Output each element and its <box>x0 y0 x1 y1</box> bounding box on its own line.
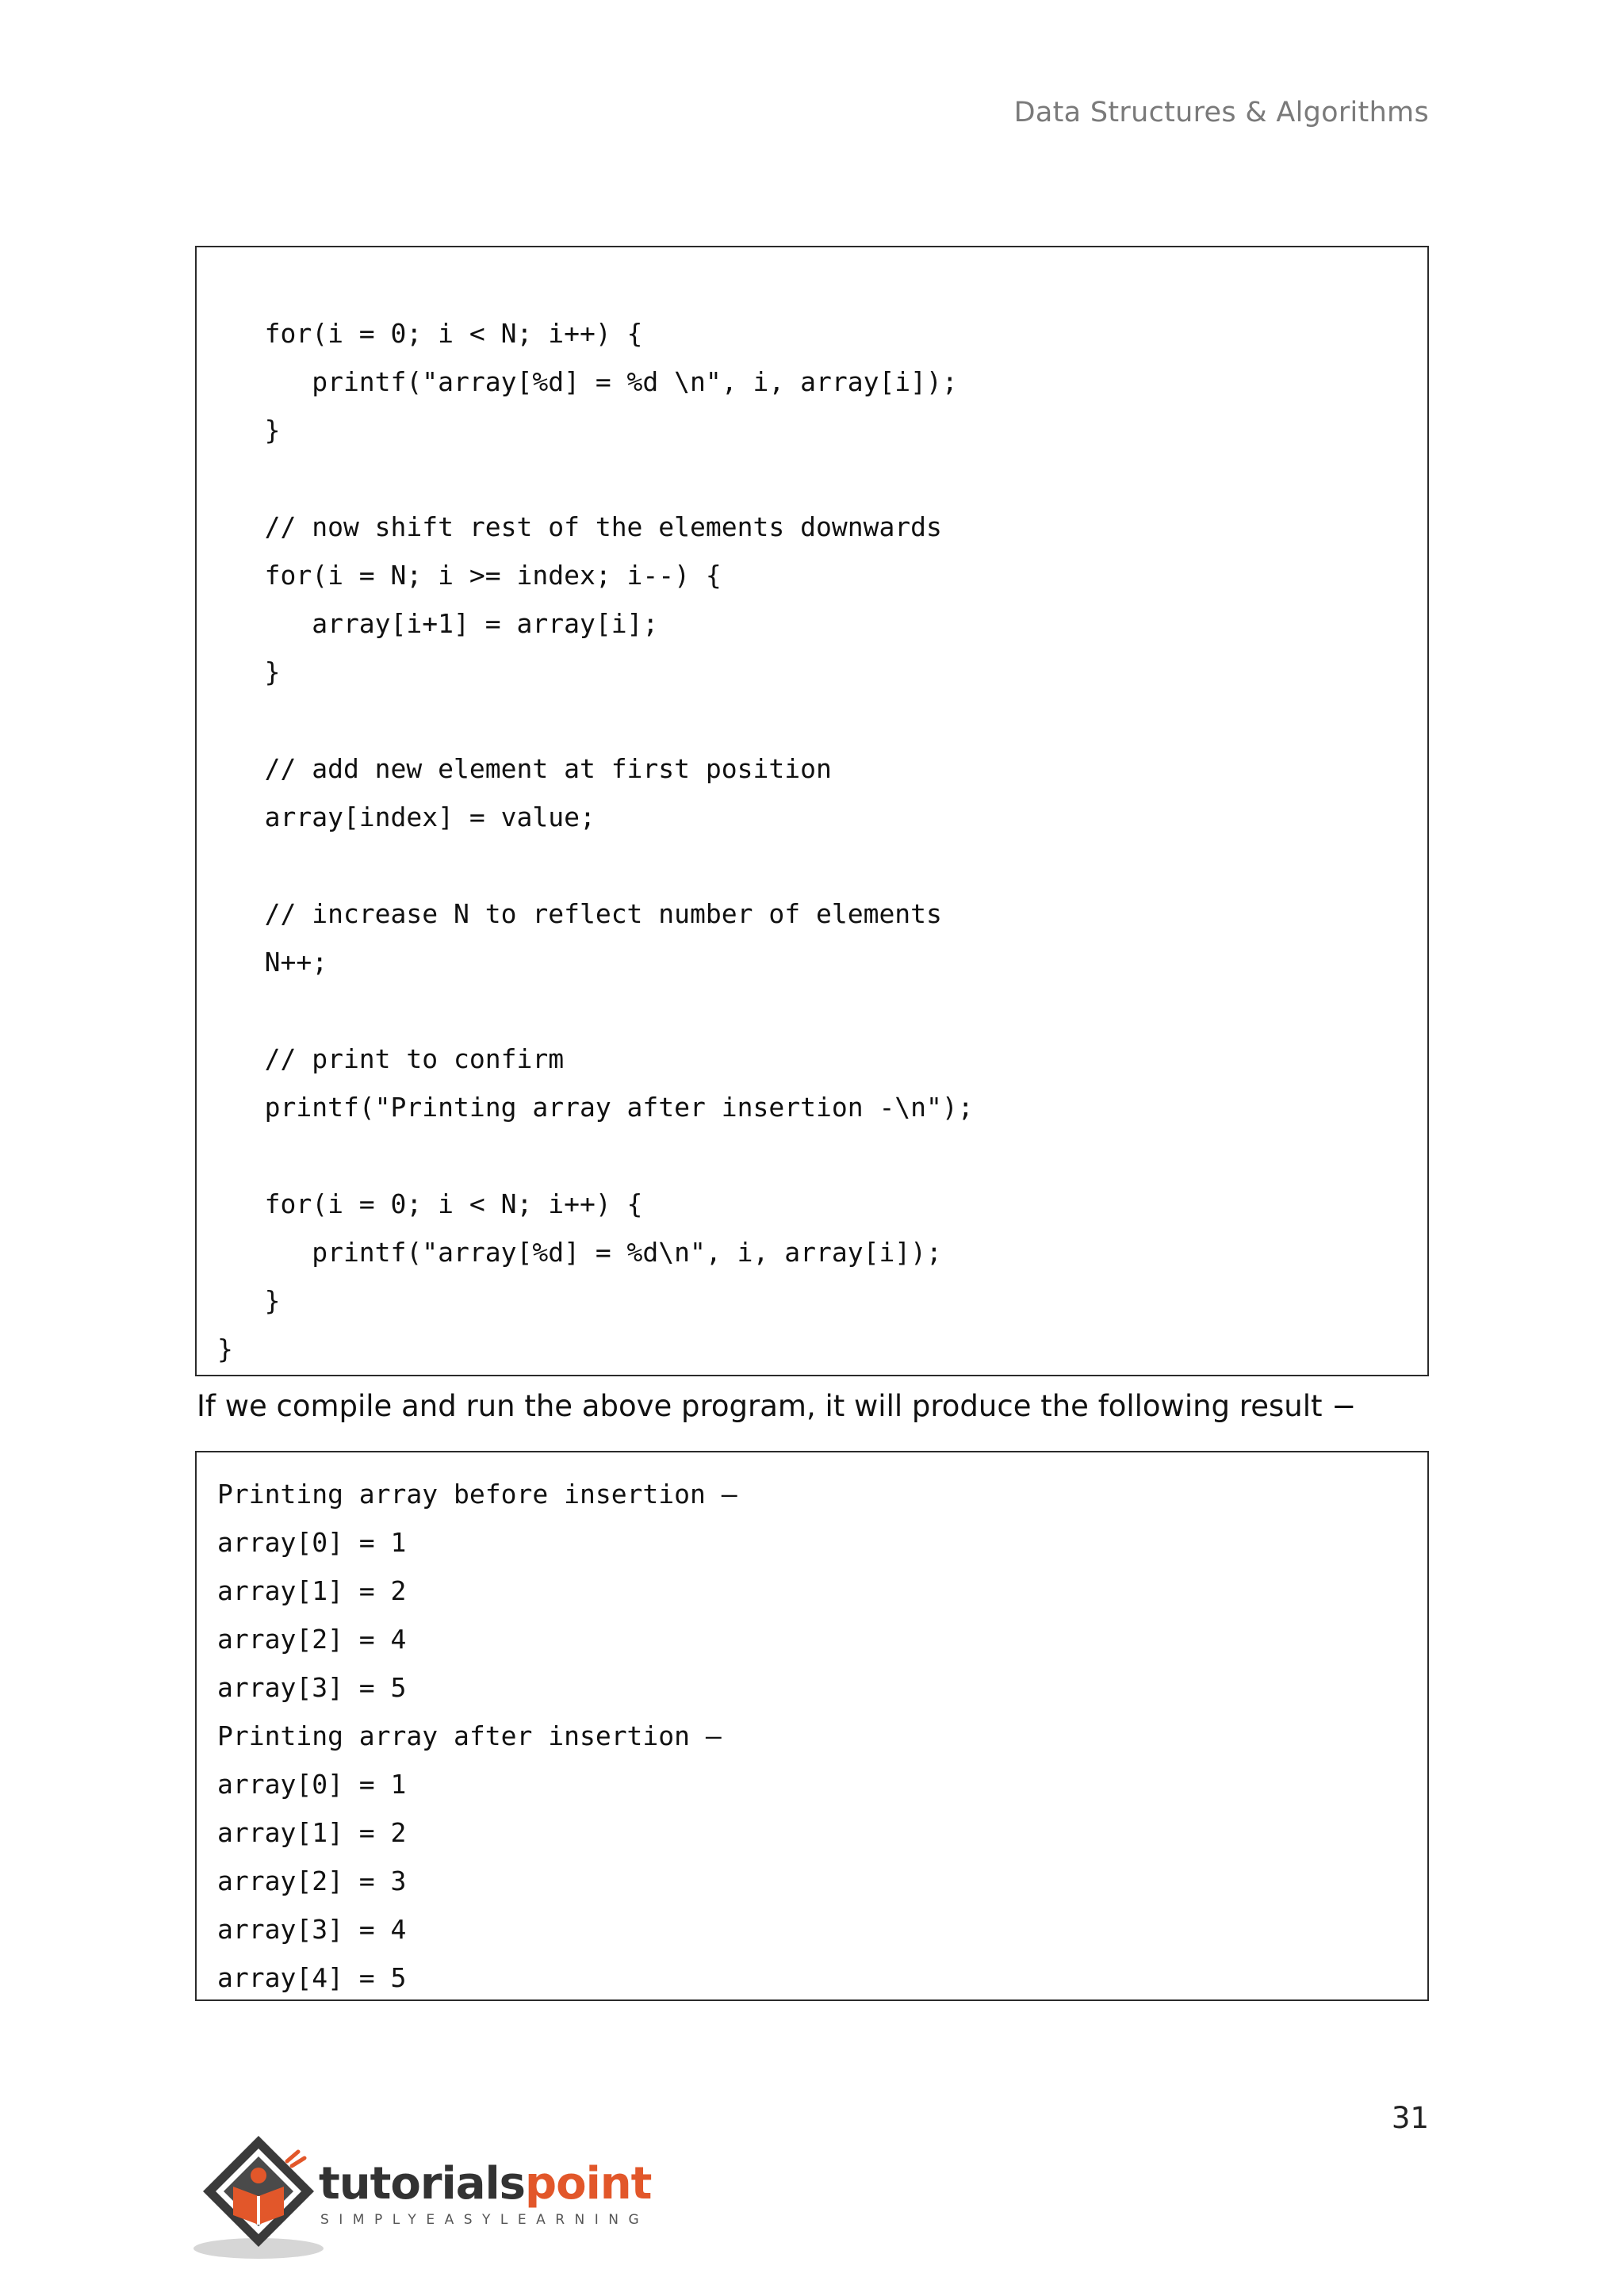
code-line: array[1] = 2 <box>217 1575 407 1606</box>
code-line: Printing array after insertion – <box>217 1720 722 1751</box>
code-line <box>217 986 1407 1035</box>
running-header: Data Structures & Algorithms <box>1013 97 1429 128</box>
code-line: printf("array[%d] = %d \n", i, array[i]); <box>217 366 958 397</box>
result-caption: If we compile and run the above program, it will produce the following result − <box>197 1389 1357 1423</box>
code-line <box>217 454 1407 503</box>
code-line: array[3] = 5 <box>217 1672 407 1703</box>
code-line: } <box>217 1285 281 1316</box>
code-line: array[3] = 4 <box>217 1914 407 1945</box>
page-number: 31 <box>1391 2101 1429 2135</box>
code-line: // now shift rest of the elements downwards <box>217 511 942 542</box>
logo-mark-icon <box>193 2130 328 2264</box>
code-line: array[index] = value; <box>217 802 596 832</box>
code-line: array[0] = 1 <box>217 1527 407 1558</box>
code-line: } <box>217 1334 233 1364</box>
code-line: // print to confirm <box>217 1043 565 1074</box>
code-line <box>217 1131 1407 1180</box>
code-line: // increase N to reflect number of elements <box>217 898 942 929</box>
code-line: Printing array before insertion – <box>217 1479 737 1510</box>
logo-word-tutorials: tutorials <box>319 2158 526 2210</box>
code-line: array[i+1] = array[i]; <box>217 608 659 639</box>
code-line: for(i = 0; i < N; i++) { <box>217 318 643 349</box>
code-line: array[0] = 1 <box>217 1769 407 1800</box>
logo-tagline: SIMPLYEASYLEARNING <box>320 2212 649 2228</box>
code-block <box>195 246 1429 1376</box>
code-line: } <box>217 415 281 446</box>
code-line: // add new element at first position <box>217 753 832 784</box>
code-line: } <box>217 656 281 687</box>
code-line <box>217 841 1407 890</box>
code-line <box>217 696 1407 744</box>
code-line: array[2] = 3 <box>217 1866 407 1896</box>
code-line: array[1] = 2 <box>217 1817 407 1848</box>
tutorialspoint-logo <box>193 2130 652 2264</box>
code-line: for(i = N; i >= index; i--) { <box>217 560 722 591</box>
code-lines <box>217 309 1407 1373</box>
code-line: printf("array[%d] = %d\n", i, array[i]); <box>217 1237 942 1268</box>
code-line: N++; <box>217 947 328 978</box>
code-line: for(i = 0; i < N; i++) { <box>217 1188 643 1219</box>
logo-wordmark <box>319 2158 651 2210</box>
output-block <box>195 1451 1429 2001</box>
code-line: array[2] = 4 <box>217 1624 407 1655</box>
logo-word-point: point <box>525 2158 652 2210</box>
output-lines <box>217 1470 1407 2002</box>
code-line: printf("Printing array after insertion -\n"); <box>217 1092 974 1123</box>
code-line: array[4] = 5 <box>217 1962 407 1993</box>
